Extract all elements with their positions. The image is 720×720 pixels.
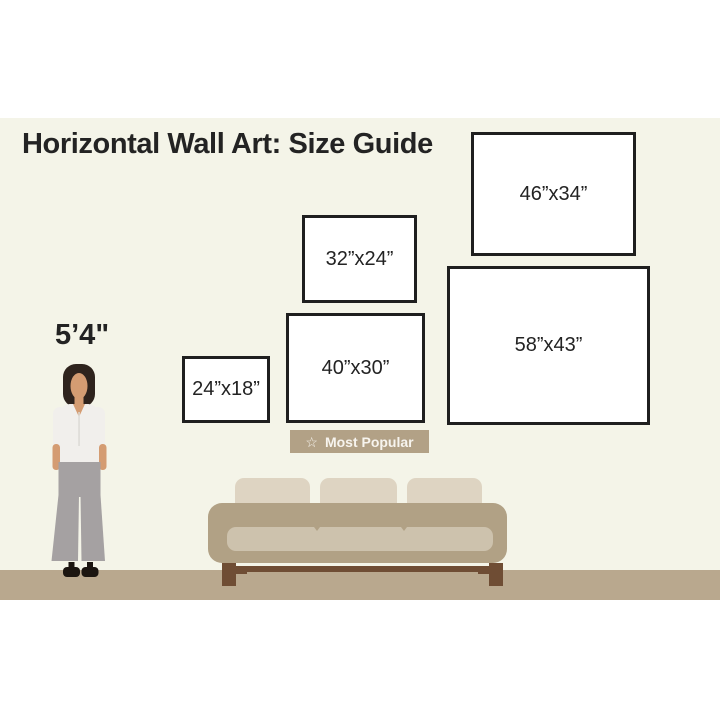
frame-size-label: 40”x30” [321, 356, 390, 379]
pants-left-leg [52, 495, 80, 561]
frame-size-label: 58”x43” [514, 334, 583, 356]
couch-left-leg [222, 563, 236, 586]
star-outline-icon: ☆ [305, 433, 318, 450]
couch-left-leg-step [236, 566, 247, 574]
frame-size-label: 24”x18” [192, 378, 260, 400]
most-popular-badge [290, 430, 429, 453]
most-popular-label: Most Popular [324, 433, 414, 450]
couch-rail [229, 566, 497, 572]
frame-size-label: 46”x34” [519, 182, 588, 205]
blouse-placket [78, 412, 80, 446]
frame-40x30 [286, 313, 425, 423]
frame-58x43 [447, 266, 650, 425]
frame-24x18 [182, 356, 270, 423]
couch-right-leg [489, 563, 503, 586]
couch-seat-cushion [227, 527, 493, 551]
left-shoe-sole [63, 567, 80, 577]
pants-right-leg [81, 495, 106, 561]
frame-32x24 [302, 215, 417, 303]
frame-size-label: 32”x24” [325, 247, 394, 270]
couch-right-leg-step [478, 566, 489, 574]
pants-waist [59, 462, 101, 497]
right-shoe [82, 567, 99, 577]
woman-figure [45, 360, 115, 582]
frame-46x34 [471, 132, 636, 256]
page-title: Horizontal Wall Art: Size Guide [22, 128, 433, 160]
person-height-label: 5’4" [55, 319, 110, 351]
couch [200, 470, 515, 590]
